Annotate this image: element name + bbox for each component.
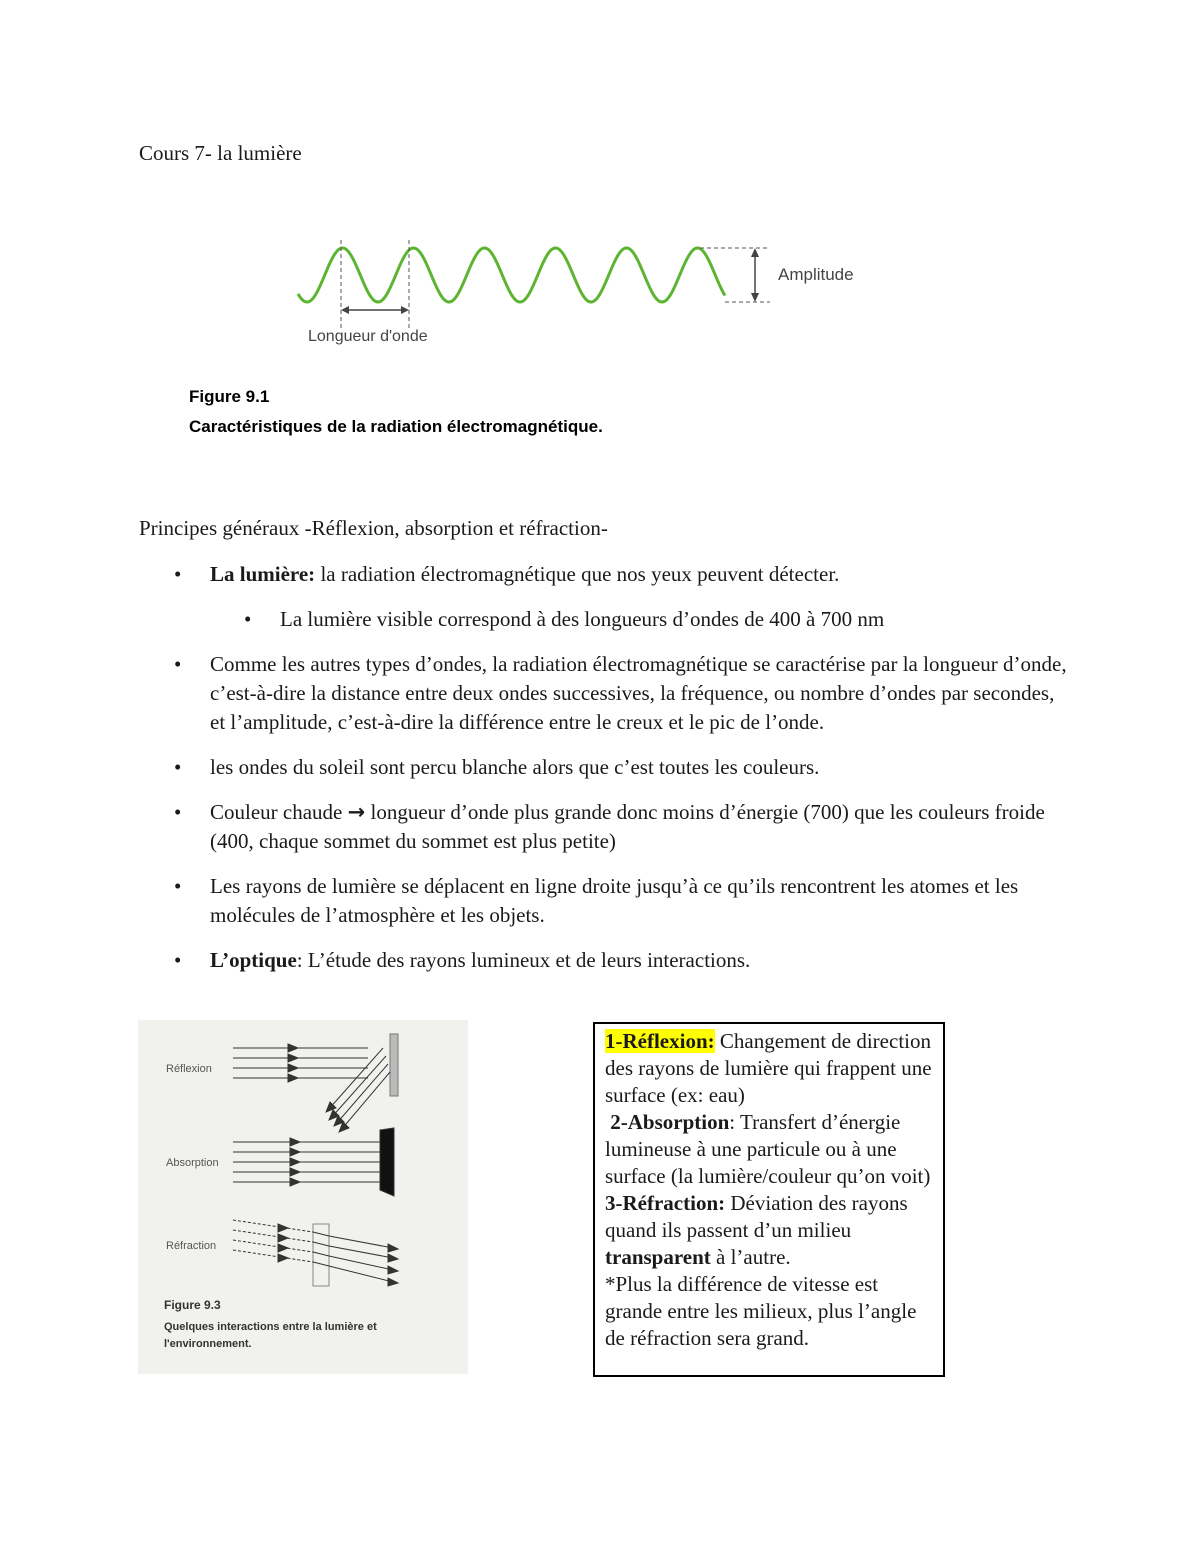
document-title: Cours 7- la lumière: [139, 141, 302, 165]
absorption-diagram: [233, 1128, 394, 1196]
figure-caption-line1: Quelques interactions entre la lumière et: [164, 1321, 377, 1333]
item-text-cont: longueur d’onde plus grande donc moins d’énergie (700) que les couleurs froide (400, chaque sommet du sommet est plus petite): [210, 800, 1045, 853]
definition: : L’étude des rayons lumineux et de leurs interactions.: [296, 948, 751, 972]
reflexion-label: Réflexion: [166, 1063, 212, 1075]
item-text: Comme les autres types d’ondes, la radiation électromagnétique se caractérise par la longueur d’onde, c’est-à-dire la distance entre deux ondes successives, la fréquence, ou nombre d’ondes par secondes, et l’amplitude, c’est-à-dire la différence entre le creux et le pic de l’onde.: [210, 652, 1067, 734]
bullet-icon: •: [174, 652, 182, 676]
figure-number: Figure 9.3: [164, 1298, 221, 1312]
wave-curve: [298, 248, 725, 302]
wave-figure: [180, 230, 880, 445]
bullet-icon: •: [174, 948, 182, 972]
reflexion-diagram: [233, 1034, 398, 1132]
figure-number: Figure 9.1: [189, 387, 270, 406]
bullet-icon: •: [174, 800, 182, 824]
wavelength-arrowhead-left: [341, 306, 349, 314]
bullet-icon: •: [174, 755, 182, 779]
absorption-text: : Transfert d’énergie lumineuse à une particule ou à une surface (la lumière/couleur qu’on voit): [605, 1110, 931, 1188]
list-item: [170, 650, 1070, 737]
list-sub-item: [170, 605, 1070, 634]
bullet-icon: •: [244, 607, 252, 631]
amplitude-label: Amplitude: [778, 265, 854, 284]
figure-caption: Caractéristiques de la radiation électromagnétique.: [189, 417, 603, 436]
term: L’optique: [210, 948, 297, 972]
item-text: les ondes du soleil sont percu blanche alors que c’est toutes les couleurs.: [210, 755, 820, 779]
wavelength-arrowhead-right: [401, 306, 409, 314]
list-item: [170, 946, 1070, 975]
interactions-figure: [138, 1020, 468, 1374]
absorption-label: Absorption: [166, 1157, 219, 1169]
section-heading: Principes généraux -Réflexion, absorption et réfraction-: [139, 516, 608, 540]
refraction-label: Réfraction: [166, 1240, 217, 1252]
definition: la radiation électromagnétique que nos yeux peuvent détecter.: [315, 562, 840, 586]
sub-item-text: La lumière visible correspond à des longueurs d’ondes de 400 à 700 nm: [280, 607, 885, 631]
list-item: [170, 560, 1070, 589]
amplitude-arrowhead-bottom: [751, 293, 759, 302]
figure-caption-line2: l'environnement.: [164, 1338, 252, 1350]
absorption-term: 2-Absorption: [610, 1110, 730, 1134]
item-text: Les rayons de lumière se déplacent en ligne droite jusqu’à ce qu’ils rencontrent les atomes et les molécules de l’atmosphère et les objets.: [210, 874, 1019, 927]
list-item: [170, 753, 1070, 782]
reflexion-text: Changement de direction des rayons de lumière qui frappent une surface (ex: eau): [605, 1029, 932, 1107]
refraction-diagram: [233, 1220, 398, 1286]
reflexion-term: 1-Réflexion:: [605, 1029, 715, 1053]
term: La lumière:: [210, 562, 316, 586]
refraction-text: Déviation des rayons quand ils passent d’un milieu: [605, 1191, 908, 1242]
refraction-term: 3-Réfraction:: [605, 1191, 726, 1215]
list-item: [170, 798, 1070, 856]
bullet-list: [170, 560, 1070, 991]
amplitude-arrowhead-top: [751, 248, 759, 257]
bullet-icon: •: [174, 874, 182, 898]
right-arrow-icon: →: [347, 800, 366, 824]
list-item: [170, 872, 1070, 930]
transparent-bold: transparent: [605, 1245, 711, 1269]
bullet-icon: •: [174, 562, 182, 586]
refraction-note: *Plus la différence de vitesse est grande entre les milieux, plus l’angle de réfraction sera grand.: [605, 1272, 917, 1350]
definitions-box: [593, 1022, 945, 1377]
refraction-text-end: à l’autre.: [710, 1245, 791, 1269]
wavelength-label: Longueur d'onde: [308, 328, 428, 345]
item-text: Couleur chaude: [210, 800, 348, 824]
